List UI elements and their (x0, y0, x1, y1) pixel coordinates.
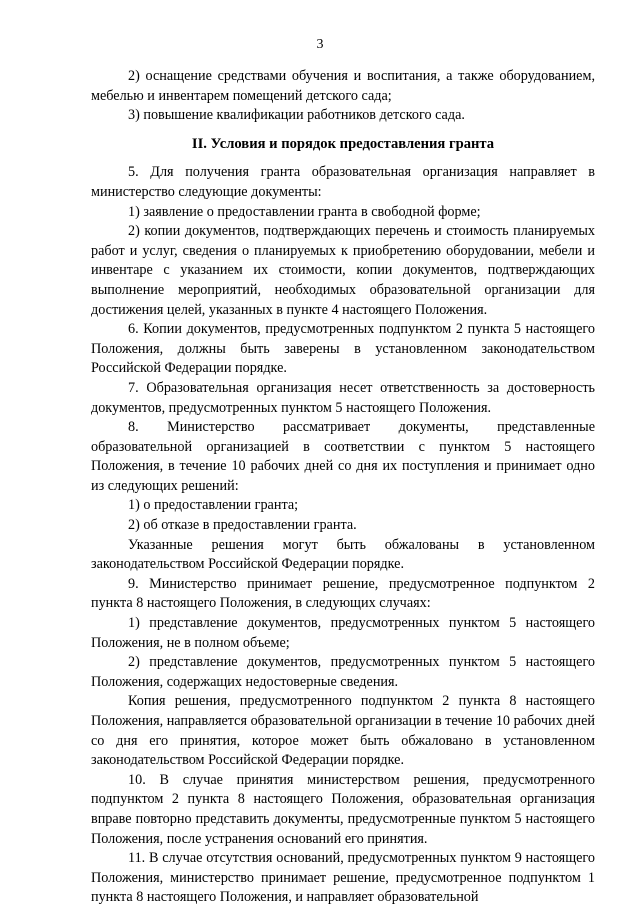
paragraph-9: 9. Министерство принимает решение, предусмотренное подпунктом 2 пункта 8 настоящего Положения, в следующих случаях: (91, 575, 595, 612)
page-number: 3 (316, 37, 324, 52)
paragraph-10: 10. В случае принятия министерством решения, предусмотренного подпунктом 2 пункта 8 настоящего Положения, образовательная организация вправе повторно представить документы, предусмотренные пунктом 5 настоящего Положения, после устранения оснований его принятия. (91, 771, 595, 847)
paragraph-8-item-2: 2) об отказе в предоставлении гранта. (128, 517, 357, 534)
paragraph-5: 5. Для получения гранта образовательная организация направляет в министерство следующие документы: (91, 164, 595, 200)
list-item-staff-training: 3) повышение квалификации работников детского сада. (128, 107, 465, 124)
paragraph-9-item-2: 2) представление документов, предусмотренных пунктом 5 настоящего Положения, содержащих недостоверные сведения. (91, 654, 595, 690)
paragraph-8: 8. Министерство рассматривает документы, представленные образовательной организацией в соответствии с пунктом 5 настоящего Положения, в течение 10 рабочих дней со дня их поступления и принимает одно из следующих решений: (91, 419, 595, 494)
paragraph-8-item-1: 1) о предоставлении гранта; (128, 497, 299, 514)
paragraph-9-item-1: 1) представление документов, предусмотренных пунктом 5 настоящего Положения, не в полном объеме; (91, 615, 595, 651)
paragraph-11: 11. В случае отсутствия оснований, предусмотренных пунктом 9 настоящего Положения, министерство принимает решение, предусмотренное подпунктом 1 пункта 8 настоящего Положения, и направляет образовательной (91, 850, 595, 905)
paragraph-6: 6. Копии документов, предусмотренных подпунктом 2 пункта 5 настоящего Положения, должны быть заверены в установленном законодательством Российской Федерации порядке. (91, 321, 595, 377)
paragraph-9-copy-note: Копия решения, предусмотренного подпунктом 2 пункта 8 настоящего Положения, направляется образовательной организации в течение 10 рабочих дней со дня его принятия, которое может быть обжаловано в установленном законодательством Российской Федерации порядке. (91, 693, 595, 769)
section-title: II. Условия и порядок предоставления гранта (191, 135, 495, 152)
document-body (91, 67, 595, 905)
list-item-equipment: 2) оснащение средствами обучения и воспитания, а также оборудованием, мебелью и инвентарем помещений детского сада; (91, 68, 595, 104)
paragraph-8-appeal-note: Указанные решения могут быть обжалованы в установленном законодательством Российской Федерации порядке. (91, 536, 595, 573)
paragraph-7: 7. Образовательная организация несет ответственность за достоверность документов, предусмотренных пунктом 5 настоящего Положения. (91, 379, 595, 416)
paragraph-5-item-2: 2) копии документов, подтверждающих перечень и стоимость планируемых работ и услуг, сведения о планируемых к приобретению оборудовании, мебели и инвентаре с указанием их стоимости, копии документов, подтверждающих выполнение мероприятий, необходимых образовательной организации для достижения целей, указанных в пункте 4 настоящего Положения. (91, 223, 595, 318)
paragraph-5-item-1: 1) заявление о предоставлении гранта в свободной форме; (128, 203, 481, 220)
